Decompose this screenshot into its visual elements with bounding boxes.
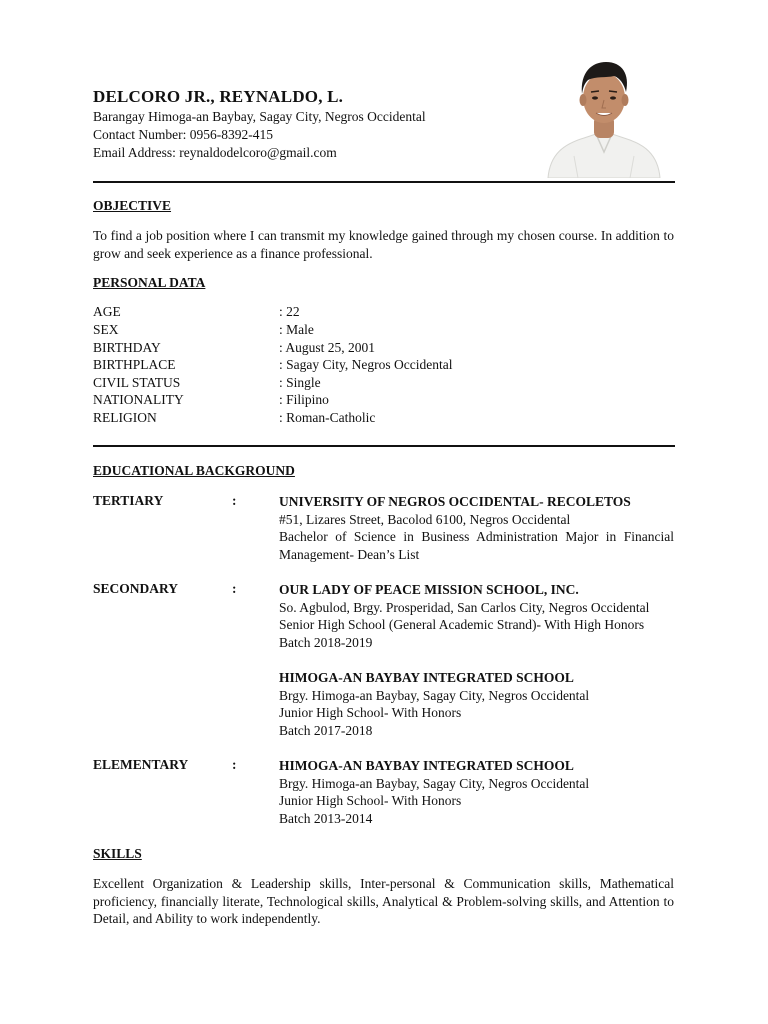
personal-value: : August 25, 2001 bbox=[279, 340, 376, 355]
personal-data-heading: PERSONAL DATA bbox=[93, 275, 206, 290]
school-name: HIMOGA-AN BAYBAY INTEGRATED SCHOOL bbox=[279, 758, 574, 773]
applicant-name: DELCORO JR., REYNALDO, L. bbox=[93, 87, 344, 106]
degree-line: Bachelor of Science in Business Administration Major in Financial Management- Dean’s List bbox=[279, 529, 674, 562]
school-address: Brgy. Himoga-an Baybay, Sagay City, Negros Occidental bbox=[279, 775, 590, 791]
program-line: Junior High School- With Honors bbox=[279, 705, 462, 721]
personal-value: : Roman-Catholic bbox=[279, 410, 376, 425]
personal-row-birthday bbox=[93, 340, 593, 358]
batch-line: Batch 2018-2019 bbox=[279, 634, 373, 650]
secondary-entry-junior bbox=[279, 669, 674, 739]
secondary-entry-senior bbox=[279, 581, 674, 651]
school-name: UNIVERSITY OF NEGROS OCCIDENTAL- RECOLETOS bbox=[279, 494, 631, 509]
personal-row-sex bbox=[93, 322, 593, 340]
personal-label: BIRTHDAY bbox=[93, 340, 161, 355]
header-divider bbox=[93, 181, 675, 183]
school-address: So. Agbulod, Brgy. Prosperidad, San Carlos City, Negros Occidental bbox=[279, 599, 650, 615]
education-heading: EDUCATIONAL BACKGROUND bbox=[93, 463, 295, 478]
tertiary-label: TERTIARY bbox=[93, 493, 164, 508]
personal-value: : Single bbox=[279, 375, 321, 390]
objective-text: To find a job position where I can transmit my knowledge gained through my chosen course. In addition to grow and seek experience as a finance professional. bbox=[93, 228, 674, 261]
school-name: HIMOGA-AN BAYBAY INTEGRATED SCHOOL bbox=[279, 670, 574, 685]
personal-label: BIRTHPLACE bbox=[93, 357, 176, 372]
secondary-label: SECONDARY bbox=[93, 581, 179, 596]
personal-row-religion bbox=[93, 410, 593, 428]
applicant-photo bbox=[544, 56, 664, 178]
personal-value: : Male bbox=[279, 322, 314, 337]
tertiary-entry bbox=[279, 493, 674, 563]
program-line: Junior High School- With Honors bbox=[279, 793, 462, 809]
elementary-colon: : bbox=[232, 757, 237, 772]
batch-line: Batch 2013-2014 bbox=[279, 810, 373, 826]
personal-row-civil-status bbox=[93, 375, 593, 393]
skills-heading: SKILLS bbox=[93, 846, 142, 861]
objective-heading: OBJECTIVE bbox=[93, 198, 172, 213]
school-name: OUR LADY OF PEACE MISSION SCHOOL, INC. bbox=[279, 582, 579, 597]
personal-value: : 22 bbox=[279, 304, 300, 319]
secondary-colon: : bbox=[232, 581, 237, 596]
personal-row-age bbox=[93, 304, 593, 322]
personal-label: AGE bbox=[93, 304, 121, 319]
contact-number: Contact Number: 0956-8392-415 bbox=[93, 127, 273, 142]
tertiary-colon: : bbox=[232, 493, 237, 508]
section-divider bbox=[93, 445, 675, 447]
skills-text: Excellent Organization & Leadership skills, Inter-personal & Communication skills, Mathematical proficiency, financially literate, Technological skills, Analytical & Problem-solving skills, and Attention to Detail, and Ability to work independently. bbox=[93, 876, 674, 927]
program-line: Senior High School (General Academic Strand)- With High Honors bbox=[279, 617, 645, 633]
school-address: #51, Lizares Street, Bacolod 6100, Negros Occidental bbox=[279, 511, 571, 527]
batch-line: Batch 2017-2018 bbox=[279, 722, 373, 738]
elementary-label: ELEMENTARY bbox=[93, 757, 189, 772]
personal-label: CIVIL STATUS bbox=[93, 375, 181, 390]
personal-row-nationality bbox=[93, 392, 593, 410]
address-line: Barangay Himoga-an Baybay, Sagay City, Negros Occidental bbox=[93, 109, 426, 124]
personal-label: NATIONALITY bbox=[93, 392, 184, 407]
personal-row-birthplace bbox=[93, 357, 593, 375]
personal-label: SEX bbox=[93, 322, 119, 337]
personal-value: : Sagay City, Negros Occidental bbox=[279, 357, 453, 372]
email-address: Email Address: reynaldodelcoro@gmail.com bbox=[93, 145, 337, 160]
school-address: Brgy. Himoga-an Baybay, Sagay City, Negros Occidental bbox=[279, 687, 590, 703]
personal-label: RELIGION bbox=[93, 410, 157, 425]
elementary-entry bbox=[279, 757, 674, 827]
personal-value: : Filipino bbox=[279, 392, 329, 407]
